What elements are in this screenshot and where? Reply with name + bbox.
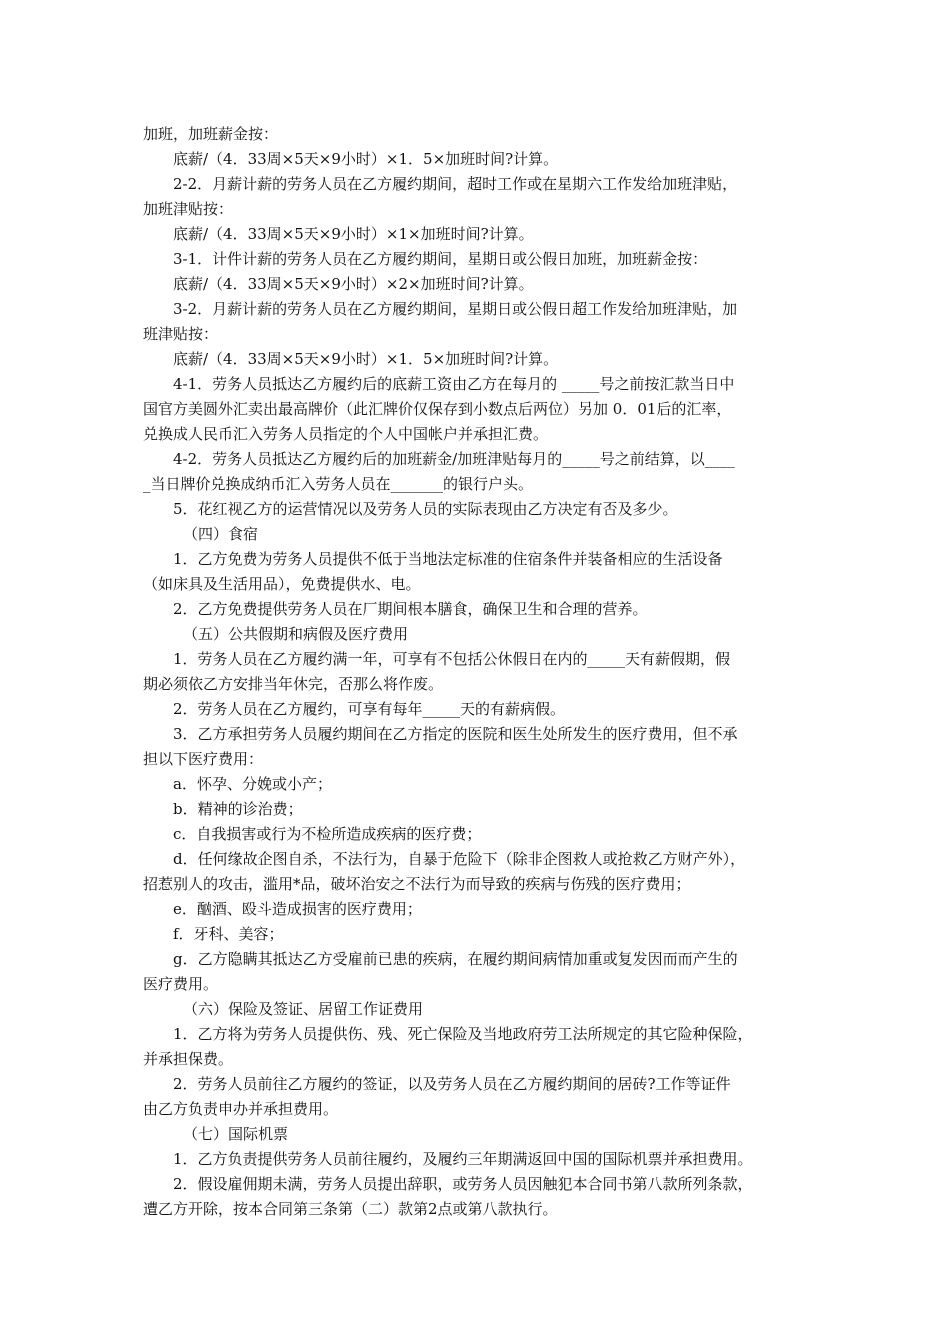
- text-line: 1．乙方免费为劳务人员提供不低于当地法定标准的住宿条件并装备相应的生活设备: [173, 550, 723, 568]
- text-line: 兑换成人民币汇入劳务人员指定的个人中国帐户并承担汇费。: [143, 425, 549, 443]
- text-line: 2-2．月薪计薪的劳务人员在乙方履约期间，超时工作或在星期六工作发给加班津贴，: [173, 175, 738, 193]
- text-line: 医疗费用。: [143, 975, 219, 993]
- text-line: 底薪/（4．33周×5天×9小时）×1．5×加班时间?计算。: [173, 150, 559, 168]
- text-line: 3-2．月薪计薪的劳务人员在乙方履约期间，星期日或公假日超工作发给加班津贴，加: [173, 300, 738, 318]
- text-line: 3．乙方承担劳务人员履约期间在乙方指定的医院和医生处所发生的医疗费用，但不承: [173, 725, 738, 743]
- text-line: 国官方美圆外汇卖出最高牌价（此汇牌价仅保存到小数点后两位）另加 0．01后的汇率，: [143, 400, 732, 418]
- text-line: g．乙方隐瞒其抵达乙方受雇前已患的疾病，在履约期间病情加重或复发因而而产生的: [173, 950, 738, 968]
- text-line: 担以下医疗费用：: [143, 750, 264, 768]
- text-line: 5．花红视乙方的运营情况以及劳务人员的实际表现由乙方决定有否及多少。: [173, 500, 678, 518]
- text-line: 2．劳务人员前往乙方履约的签证，以及劳务人员在乙方履约期间的居砖?工作等证件: [173, 1075, 731, 1093]
- text-line: 1．乙方负责提供劳务人员前往履约，及履约三年期满返回中国的国际机票并承担费用。: [173, 1150, 753, 1168]
- text-line: 底薪/（4．33周×5天×9小时）×1．5×加班时间?计算。: [173, 350, 559, 368]
- text-line: d．任何缘故企图自杀，不法行为，自暴于危险下（除非企图救人或抢救乙方财产外），: [173, 850, 746, 868]
- text-line: 底薪/（4．33周×5天×9小时）×2×加班时间?计算。: [173, 275, 534, 293]
- text-line: a．怀孕、分娩或小产；: [173, 775, 332, 793]
- text-line: 2．劳务人员在乙方履约，可享有每年_____天的有薪病假。: [173, 700, 566, 718]
- text-line: 班津贴按：: [143, 325, 219, 343]
- text-line: 由乙方负责申办并承担费用。: [143, 1100, 339, 1118]
- text-line: 遭乙方开除，按本合同第三条第（二）款第2点或第八款执行。: [143, 1200, 558, 1218]
- text-line: （六）保险及签证、居留工作证费用: [183, 1000, 424, 1018]
- text-line: 2．乙方免费提供劳务人员在厂期间根本膳食，确保卫生和合理的营养。: [173, 600, 648, 618]
- text-line: 并承担保费。: [143, 1050, 234, 1068]
- text-line: f．牙科、美容；: [173, 925, 284, 943]
- text-line: 3-1．计件计薪的劳务人员在乙方履约期间，星期日或公假日加班，加班薪金按：: [173, 250, 708, 268]
- text-line: 加班津贴按：: [143, 200, 234, 218]
- text-line: （四）食宿: [183, 525, 259, 543]
- text-line: （七）国际机票: [183, 1125, 289, 1143]
- text-line: 1．劳务人员在乙方履约满一年，可享有不包括公休假日在内的_____天有薪假期，假: [173, 650, 731, 668]
- text-line: _当日牌价兑换成纳币汇入劳务人员在_______的银行户头。: [143, 475, 534, 493]
- text-line: e．酗酒、殴斗造成损害的医疗费用；: [173, 900, 422, 918]
- text-line: c．自我损害或行为不检所造成疾病的医疗费；: [173, 825, 482, 843]
- text-line: 4-1．劳务人员抵达乙方履约后的底薪工资由乙方在每月的 _____号之前按汇款当日中: [173, 375, 735, 393]
- text-line: 1．乙方将为劳务人员提供伤、残、死亡保险及当地政府劳工法所规定的其它险种保险，: [173, 1025, 753, 1043]
- text-line: （如床具及生活用品），免费提供水、电。: [143, 575, 421, 593]
- text-line: 底薪/（4．33周×5天×9小时）×1×加班时间?计算。: [173, 225, 534, 243]
- text-line: 4-2．劳务人员抵达乙方履约后的加班薪金/加班津贴每月的_____号之前结算，以____: [173, 450, 735, 468]
- text-line: 2．假设雇佣期未满，劳务人员提出辞职，或劳务人员因触犯本合同书第八款所列条款，: [173, 1175, 753, 1193]
- text-line: 加班，加班薪金按：: [143, 125, 279, 143]
- text-line: b．精神的诊治费；: [173, 800, 303, 818]
- text-line: 期必须依乙方安排当年休完，否那么将作废。: [143, 675, 444, 693]
- text-line: 招惹别人的攻击，滥用*品，破坏治安之不法行为而导致的疾病与伤残的医疗费用；: [143, 875, 691, 893]
- text-line: （五）公共假期和病假及医疗费用: [183, 625, 409, 643]
- document-page: [143, 122, 813, 1222]
